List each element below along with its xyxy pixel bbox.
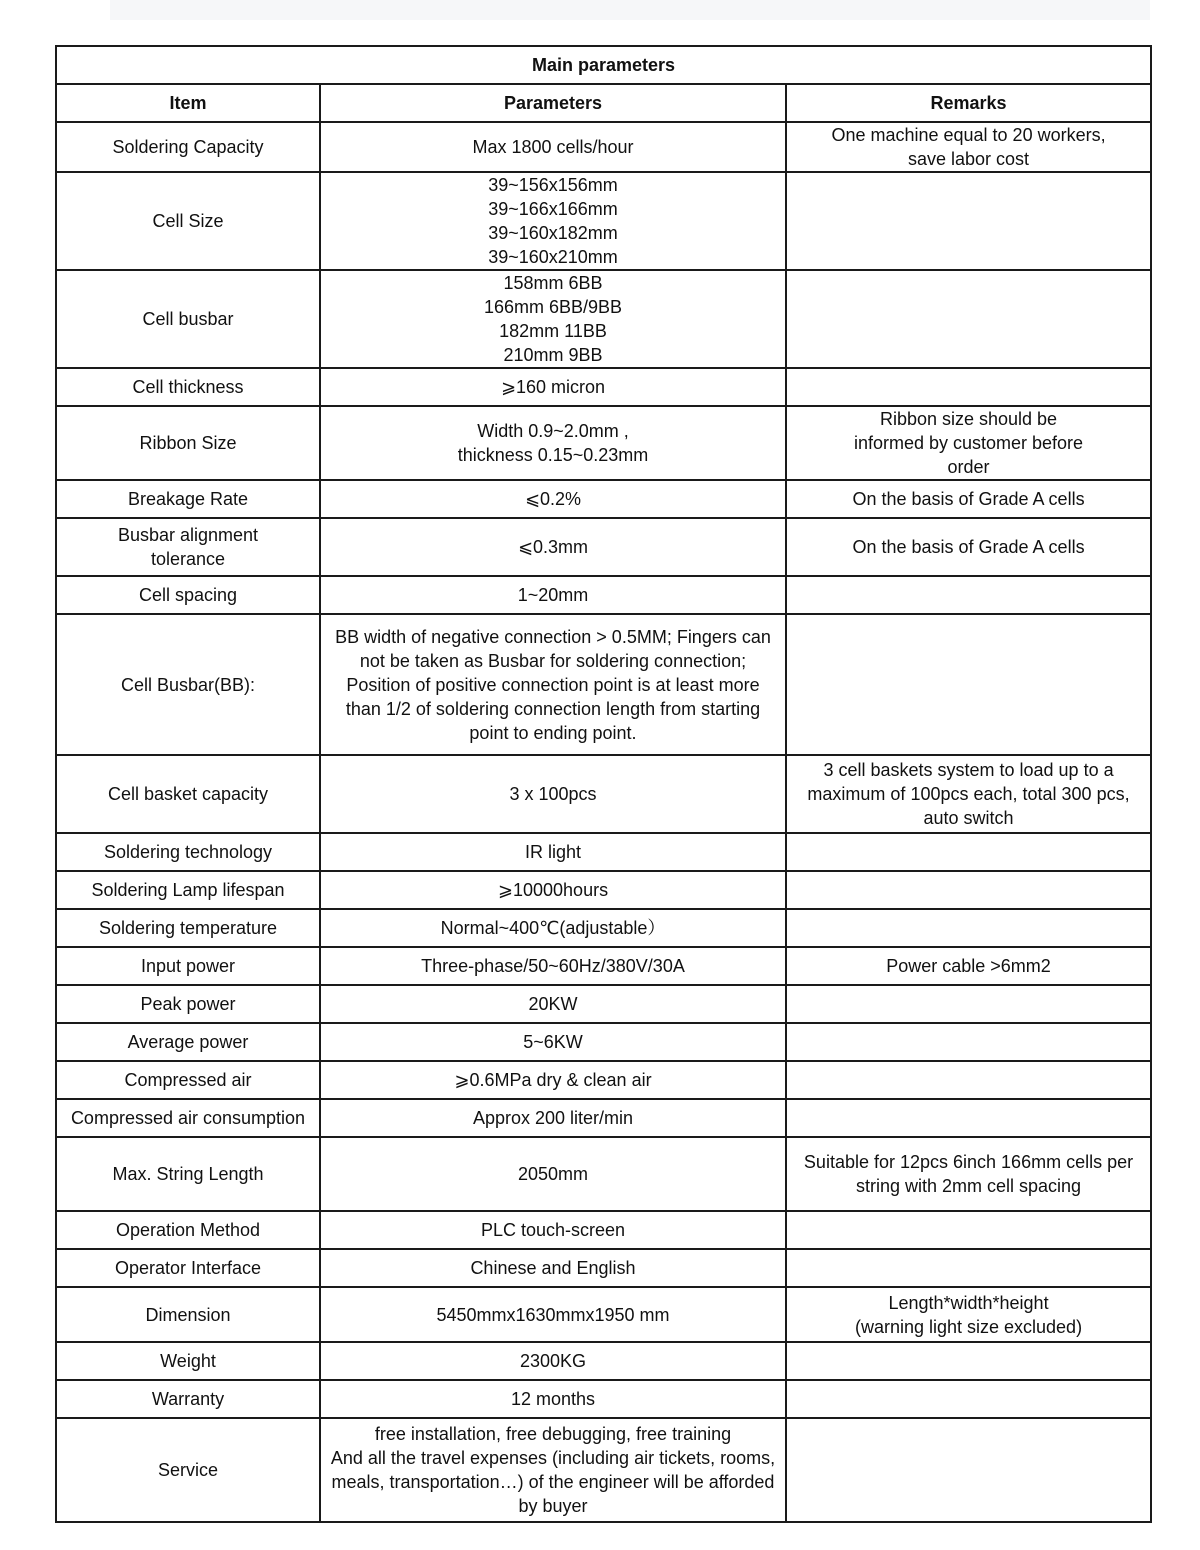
remark-cell	[786, 1099, 1151, 1137]
param-cell: 1~20mm	[320, 576, 786, 614]
remark-cell	[786, 270, 1151, 368]
table-title: Main parameters	[56, 46, 1151, 84]
remark-cell	[786, 614, 1151, 755]
item-cell: Cell thickness	[56, 368, 320, 406]
param-cell: IR light	[320, 833, 786, 871]
param-cell: Three-phase/50~60Hz/380V/30A	[320, 947, 786, 985]
remark-cell: One machine equal to 20 workers, save labor cost	[786, 122, 1151, 172]
table-row	[56, 614, 1151, 755]
item-cell: Soldering temperature	[56, 909, 320, 947]
param-cell: 158mm 6BB 166mm 6BB/9BB 182mm 11BB 210mm 9BB	[320, 270, 786, 368]
param-cell: 2050mm	[320, 1137, 786, 1211]
param-cell: Normal~400℃(adjustable）	[320, 909, 786, 947]
item-cell: Cell busbar	[56, 270, 320, 368]
param-cell: Approx 200 liter/min	[320, 1099, 786, 1137]
param-cell: 12 months	[320, 1380, 786, 1418]
table-row	[56, 1099, 1151, 1137]
remark-cell: Suitable for 12pcs 6inch 166mm cells per string with 2mm cell spacing	[786, 1137, 1151, 1211]
remark-cell	[786, 172, 1151, 270]
item-cell: Busbar alignment tolerance	[56, 518, 320, 576]
header-item: Item	[56, 84, 320, 122]
table-row	[56, 1137, 1151, 1211]
remark-cell	[786, 1061, 1151, 1099]
param-cell: Width 0.9~2.0mm , thickness 0.15~0.23mm	[320, 406, 786, 480]
param-cell: 20KW	[320, 985, 786, 1023]
table-row	[56, 833, 1151, 871]
remark-cell	[786, 1342, 1151, 1380]
table-row	[56, 1380, 1151, 1418]
item-cell: Average power	[56, 1023, 320, 1061]
item-cell: Breakage Rate	[56, 480, 320, 518]
table-row	[56, 368, 1151, 406]
param-cell: ⩾160 micron	[320, 368, 786, 406]
remark-cell	[786, 576, 1151, 614]
remark-cell	[786, 1211, 1151, 1249]
item-cell: Soldering Lamp lifespan	[56, 871, 320, 909]
item-cell: Weight	[56, 1342, 320, 1380]
remark-cell: 3 cell baskets system to load up to a maximum of 100pcs each, total 300 pcs, auto switch	[786, 755, 1151, 833]
table-row	[56, 406, 1151, 480]
item-cell: Soldering Capacity	[56, 122, 320, 172]
main-parameters-table	[55, 45, 1152, 1523]
table-row	[56, 1061, 1151, 1099]
table-row	[56, 576, 1151, 614]
table-row	[56, 1287, 1151, 1342]
param-cell: PLC touch-screen	[320, 1211, 786, 1249]
item-cell: Cell spacing	[56, 576, 320, 614]
param-cell: ⩽0.2%	[320, 480, 786, 518]
param-cell: 5450mmx1630mmx1950 mm	[320, 1287, 786, 1342]
remark-cell: On the basis of Grade A cells	[786, 518, 1151, 576]
remark-cell	[786, 1418, 1151, 1522]
table-row	[56, 480, 1151, 518]
table-row	[56, 755, 1151, 833]
param-cell: 5~6KW	[320, 1023, 786, 1061]
item-cell: Soldering technology	[56, 833, 320, 871]
table-row	[56, 1342, 1151, 1380]
top-band	[110, 0, 1150, 20]
item-cell: Operation Method	[56, 1211, 320, 1249]
remark-cell	[786, 985, 1151, 1023]
remark-cell	[786, 871, 1151, 909]
item-cell: Service	[56, 1418, 320, 1522]
param-cell: ⩾0.6MPa dry & clean air	[320, 1061, 786, 1099]
param-cell: Max 1800 cells/hour	[320, 122, 786, 172]
item-cell: Compressed air	[56, 1061, 320, 1099]
item-cell: Compressed air consumption	[56, 1099, 320, 1137]
remark-cell	[786, 909, 1151, 947]
param-cell: 2300KG	[320, 1342, 786, 1380]
item-cell: Dimension	[56, 1287, 320, 1342]
table-row	[56, 172, 1151, 270]
table-row	[56, 1211, 1151, 1249]
table-row	[56, 122, 1151, 172]
item-cell: Cell basket capacity	[56, 755, 320, 833]
param-cell: ⩾10000hours	[320, 871, 786, 909]
item-cell: Max. String Length	[56, 1137, 320, 1211]
remark-cell: On the basis of Grade A cells	[786, 480, 1151, 518]
table-row	[56, 518, 1151, 576]
table-row	[56, 1023, 1151, 1061]
remark-cell: Length*width*height (warning light size excluded)	[786, 1287, 1151, 1342]
table-row	[56, 985, 1151, 1023]
item-cell: Operator Interface	[56, 1249, 320, 1287]
remark-cell: Power cable >6mm2	[786, 947, 1151, 985]
table-row	[56, 1249, 1151, 1287]
param-cell: ⩽0.3mm	[320, 518, 786, 576]
table-row	[56, 270, 1151, 368]
header-remarks: Remarks	[786, 84, 1151, 122]
table-row	[56, 871, 1151, 909]
param-cell: 3 x 100pcs	[320, 755, 786, 833]
header-parameters: Parameters	[320, 84, 786, 122]
remark-cell	[786, 833, 1151, 871]
table-row	[56, 909, 1151, 947]
item-cell: Input power	[56, 947, 320, 985]
remark-cell	[786, 1023, 1151, 1061]
remark-cell: Ribbon size should be informed by customer before order	[786, 406, 1151, 480]
item-cell: Warranty	[56, 1380, 320, 1418]
item-cell: Cell Busbar(BB):	[56, 614, 320, 755]
remark-cell	[786, 1249, 1151, 1287]
remark-cell	[786, 1380, 1151, 1418]
item-cell: Ribbon Size	[56, 406, 320, 480]
param-cell: 39~156x156mm 39~166x166mm 39~160x182mm 39~160x210mm	[320, 172, 786, 270]
param-cell: Chinese and English	[320, 1249, 786, 1287]
param-cell: BB width of negative connection > 0.5MM; Fingers can not be taken as Busbar for soldering connection; Position of positive connection point is at least more than 1/2 of soldering connection length from starting point to ending point.	[320, 614, 786, 755]
remark-cell	[786, 368, 1151, 406]
param-cell: free installation, free debugging, free training And all the travel expenses (including air tickets, rooms, meals, transportation…) of the engineer will be afforded by buyer	[320, 1418, 786, 1522]
table-row	[56, 1418, 1151, 1522]
table-row	[56, 947, 1151, 985]
item-cell: Peak power	[56, 985, 320, 1023]
item-cell: Cell Size	[56, 172, 320, 270]
